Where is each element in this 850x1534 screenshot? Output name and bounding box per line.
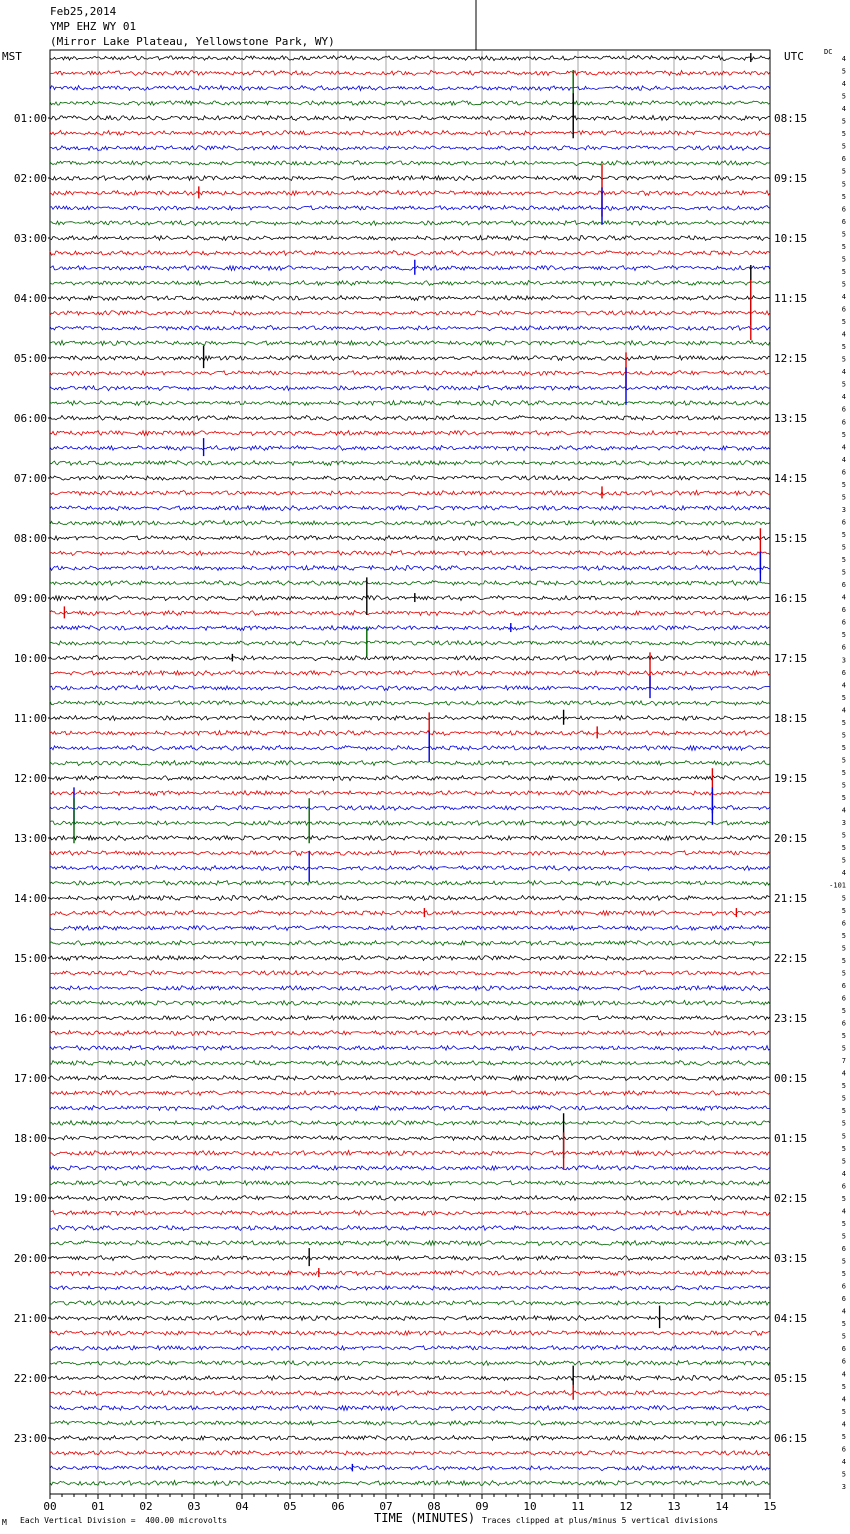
scale-value-label: 4	[841, 1420, 846, 1429]
scale-value-label: 6	[841, 1445, 846, 1454]
scale-value-label: 5	[841, 280, 846, 289]
right-hour-label: 16:15	[774, 592, 808, 605]
seismic-trace	[50, 1031, 770, 1036]
seismic-trace	[50, 1376, 770, 1381]
seismic-trace	[50, 520, 770, 525]
scale-value-label: 5	[841, 769, 846, 777]
scale-value-label: 4	[841, 368, 846, 377]
scale-value-label: 5	[841, 67, 846, 76]
right-hour-label: 15:15	[774, 532, 808, 545]
seismic-trace	[50, 791, 770, 796]
seismic-trace	[50, 281, 770, 286]
seismic-trace	[50, 850, 770, 855]
footer-clip-note: Traces clipped at plus/minus 5 vertical divisions	[482, 1516, 719, 1525]
scale-value-label: 5	[841, 1257, 846, 1266]
seismic-trace	[50, 566, 770, 571]
seismic-trace	[50, 1316, 770, 1321]
scale-value-label: 5	[841, 1382, 846, 1391]
scale-value-label: 4	[841, 1069, 846, 1078]
right-hour-label: 19:15	[774, 772, 808, 785]
right-hour-label: 03:15	[774, 1252, 808, 1265]
seismic-trace	[50, 476, 770, 481]
left-hour-label: 05:00	[13, 352, 47, 365]
left-hour-label: 17:00	[13, 1072, 47, 1085]
scale-value-label: 6	[841, 1282, 846, 1291]
scale-value-label: 6	[841, 1357, 846, 1366]
scale-value-label: 5	[841, 756, 846, 765]
right-hour-label: 04:15	[774, 1312, 808, 1325]
x-tick-label: 00	[43, 1500, 57, 1513]
right-hour-label: 10:15	[774, 232, 808, 245]
scale-value-label: 5	[841, 1270, 846, 1279]
seismic-trace	[50, 1181, 770, 1186]
seismic-trace	[50, 1256, 770, 1261]
scale-value-label: 4	[841, 1169, 846, 1178]
seismic-trace	[50, 146, 770, 151]
dc-label: DC	[824, 48, 833, 56]
right-hour-label: 17:15	[774, 652, 808, 665]
scale-value-label: 6	[841, 981, 846, 990]
scale-value-label: 5	[841, 781, 846, 790]
scale-value-label: 5	[841, 430, 846, 439]
left-hour-label: 08:00	[13, 532, 47, 545]
scale-value-label: 6	[841, 418, 846, 427]
scale-value-label: 6	[841, 1019, 846, 1028]
right-hour-label: 12:15	[774, 352, 808, 365]
scale-value-label: 5	[841, 1219, 846, 1228]
scale-value-label: 6	[841, 217, 846, 226]
left-hour-label: 19:00	[13, 1192, 47, 1205]
seismic-trace	[50, 461, 770, 466]
seismic-trace	[50, 1046, 770, 1051]
seismic-trace	[50, 371, 770, 376]
scale-value-label: 6	[841, 1295, 846, 1304]
x-tick-label: 02	[139, 1500, 153, 1513]
seismic-trace	[50, 1301, 770, 1306]
scale-value-label: 5	[841, 1232, 846, 1241]
seismic-trace	[50, 910, 770, 915]
scale-value-label: 3	[841, 505, 846, 514]
right-hour-label: 06:15	[774, 1432, 808, 1445]
seismic-trace	[50, 716, 770, 721]
scale-value-label: 5	[841, 267, 846, 276]
scale-value-label: 6	[841, 994, 846, 1003]
scale-value-label: 5	[841, 1032, 846, 1041]
scale-value-label: 4	[841, 293, 846, 301]
scale-value-label: 5	[841, 1332, 846, 1341]
seismic-trace	[50, 761, 770, 766]
scale-value-label: 5	[841, 731, 846, 740]
x-tick-label: 04	[235, 1500, 249, 1513]
seismic-trace	[50, 311, 770, 316]
seismic-trace	[50, 806, 770, 811]
seismic-trace	[50, 1121, 770, 1126]
scale-value-label: 5	[841, 493, 846, 502]
seismic-trace	[50, 1091, 770, 1096]
right-hour-label: 14:15	[774, 472, 808, 485]
seismic-trace	[50, 1165, 770, 1170]
scale-value-label: 4	[841, 806, 846, 815]
seismic-trace	[50, 1241, 770, 1246]
scale-value-label: 5	[841, 1194, 846, 1203]
seismic-trace	[50, 580, 770, 585]
seismic-trace	[50, 386, 770, 391]
scale-value-label: 4	[841, 1307, 846, 1316]
seismic-trace	[50, 1406, 770, 1411]
scale-value-label: 5	[841, 931, 846, 940]
left-hour-label: 14:00	[13, 892, 47, 905]
seismic-trace	[50, 116, 770, 121]
scale-value-label: 6	[841, 919, 846, 928]
scale-value-label: 5	[841, 831, 846, 840]
seismic-trace	[50, 611, 770, 616]
seismic-trace	[50, 1075, 770, 1080]
seismic-trace	[50, 1451, 770, 1456]
left-hour-label: 22:00	[13, 1372, 47, 1385]
seismic-trace	[50, 821, 770, 826]
left-hour-label: 21:00	[13, 1312, 47, 1325]
scale-value-label: 6	[841, 1182, 846, 1191]
scale-value-label: 5	[841, 167, 846, 176]
x-tick-label: 09	[475, 1500, 489, 1513]
scale-value-label: 5	[841, 1320, 846, 1329]
right-hour-label: 11:15	[774, 292, 808, 305]
seismic-trace	[50, 971, 770, 976]
seismic-trace	[50, 1330, 770, 1335]
seismic-trace	[50, 701, 770, 706]
left-hour-label: 10:00	[13, 652, 47, 665]
scale-value-label: 5	[841, 969, 846, 978]
scale-value-label: 5	[841, 531, 846, 539]
scale-value-label: 6	[841, 581, 846, 590]
seismic-trace	[50, 656, 770, 661]
scale-value-label: 3	[841, 656, 846, 665]
scale-value-label: 5	[841, 380, 846, 389]
left-hour-label: 13:00	[13, 832, 47, 845]
left-hour-label: 20:00	[13, 1252, 47, 1265]
x-tick-label: 14	[715, 1500, 729, 1513]
seismic-trace	[50, 70, 770, 75]
chart-date: Feb25,2014	[50, 5, 117, 18]
seismic-trace	[50, 866, 770, 871]
right-hour-label: 00:15	[774, 1072, 808, 1085]
seismic-trace	[50, 1106, 770, 1111]
scale-value-label: 5	[841, 318, 846, 327]
left-hour-label: 09:00	[13, 592, 47, 605]
scale-value-label: -101	[829, 881, 846, 890]
scale-value-label: 5	[841, 1044, 846, 1053]
scale-value-label: 6	[841, 518, 846, 527]
seismic-trace	[50, 190, 770, 195]
seismic-trace	[50, 941, 770, 946]
scale-value-label: 5	[841, 631, 846, 640]
seismic-trace	[50, 896, 770, 901]
scale-value-label: 4	[841, 1207, 846, 1216]
seismic-trace	[50, 161, 770, 166]
scale-value-label: 5	[841, 568, 846, 577]
scale-value-label: 5	[841, 92, 846, 101]
scale-value-label: 5	[841, 1470, 846, 1479]
seismic-trace	[50, 250, 770, 255]
scale-value-label: 5	[841, 1132, 846, 1141]
seismic-trace	[50, 1196, 770, 1201]
right-hour-label: 18:15	[774, 712, 808, 725]
scale-value-label: 4	[841, 1457, 846, 1466]
x-tick-label: 08	[427, 1500, 441, 1513]
seismic-trace	[50, 731, 770, 736]
seismic-trace	[50, 431, 770, 436]
scale-value-label: 5	[841, 343, 846, 352]
scale-value-label: 7	[841, 1057, 846, 1066]
scale-value-label: 6	[841, 405, 846, 414]
scale-value-label: 4	[841, 706, 846, 715]
seismic-trace	[50, 1136, 770, 1141]
scale-value-label: 6	[841, 668, 846, 677]
scale-value-label: 5	[841, 180, 846, 189]
right-hour-label: 05:15	[774, 1372, 808, 1385]
x-tick-label: 05	[283, 1500, 297, 1513]
right-timezone-label: UTC	[784, 50, 804, 63]
seismic-trace	[50, 551, 770, 556]
scale-value-label: 6	[841, 155, 846, 164]
seismic-trace	[50, 401, 770, 406]
scale-value-label: 4	[841, 443, 846, 452]
scale-value-label: 4	[841, 330, 846, 339]
scale-value-label: 4	[841, 869, 846, 878]
seismic-trace	[50, 881, 770, 886]
scale-value-label: 6	[841, 618, 846, 627]
x-tick-label: 11	[571, 1500, 585, 1513]
scale-value-label: 6	[841, 606, 846, 615]
scale-value-label: 5	[841, 1144, 846, 1153]
seismic-trace	[50, 926, 770, 931]
seismic-trace	[50, 1466, 770, 1471]
scale-value-label: 6	[841, 1345, 846, 1354]
seismic-trace	[50, 355, 770, 360]
left-hour-label: 04:00	[13, 292, 47, 305]
seismic-trace	[50, 56, 770, 61]
scale-value-label: 4	[841, 1370, 846, 1379]
scale-value-label: 5	[841, 956, 846, 965]
scale-value-label: 4	[841, 393, 846, 402]
left-hour-label: 06:00	[13, 412, 47, 425]
scale-value-label: 4	[841, 55, 846, 63]
scale-value-label: 5	[841, 1007, 846, 1015]
scale-value-label: 5	[841, 192, 846, 201]
chart-location: (Mirror Lake Plateau, Yellowstone Park, WY)	[50, 35, 335, 48]
right-hour-label: 23:15	[774, 1012, 808, 1025]
seismic-trace	[50, 536, 770, 541]
seismic-trace	[50, 1481, 770, 1486]
chart-station: YMP EHZ WY 01	[50, 20, 137, 33]
corner-mark: M	[2, 1518, 7, 1527]
scale-value-label: 3	[841, 1483, 846, 1491]
x-tick-label: 07	[379, 1500, 393, 1513]
scale-value-label: 5	[841, 142, 846, 151]
left-hour-label: 03:00	[13, 232, 47, 245]
seismic-trace	[50, 1000, 770, 1005]
seismic-trace	[50, 1286, 770, 1291]
scale-value-label: 5	[841, 1432, 846, 1441]
scale-value-label: 5	[841, 255, 846, 264]
seismic-trace	[50, 266, 770, 271]
right-hour-label: 01:15	[774, 1132, 808, 1145]
scale-value-label: 5	[841, 117, 846, 126]
scale-value-label: 5	[841, 556, 846, 565]
left-hour-label: 18:00	[13, 1132, 47, 1145]
seismic-trace	[50, 956, 770, 961]
seismic-trace	[50, 776, 770, 781]
scale-value-label: 4	[841, 80, 846, 89]
seismic-trace	[50, 1211, 770, 1216]
scale-value-label: 4	[841, 1395, 846, 1404]
left-hour-label: 16:00	[13, 1012, 47, 1025]
right-hour-label: 02:15	[774, 1192, 808, 1205]
scale-value-label: 6	[841, 468, 846, 477]
x-tick-label: 10	[523, 1500, 537, 1513]
right-hour-label: 20:15	[774, 832, 808, 845]
seismic-trace	[50, 1390, 770, 1395]
left-timezone-label: MST	[2, 50, 22, 63]
x-tick-label: 01	[91, 1500, 105, 1513]
scale-value-label: 6	[841, 1245, 846, 1253]
seismic-trace	[50, 341, 770, 346]
seismic-trace	[50, 1061, 770, 1066]
scale-value-label: 6	[841, 305, 846, 314]
left-hour-label: 15:00	[13, 952, 47, 965]
scale-value-label: 5	[841, 894, 846, 903]
right-hour-label: 08:15	[774, 112, 808, 125]
scale-value-label: 4	[841, 681, 846, 690]
seismic-trace	[50, 1225, 770, 1230]
scale-value-label: 5	[841, 230, 846, 239]
scale-value-label: 5	[841, 718, 846, 727]
scale-value-label: 5	[841, 1094, 846, 1103]
scale-value-label: 5	[841, 355, 846, 364]
seismic-trace	[50, 206, 770, 211]
scale-value-label: 5	[841, 743, 846, 752]
x-tick-label: 03	[187, 1500, 201, 1513]
scale-value-label: 5	[841, 480, 846, 489]
scale-value-label: 5	[841, 844, 846, 853]
left-hour-label: 11:00	[13, 712, 47, 725]
x-tick-label: 13	[667, 1500, 681, 1513]
scale-value-label: 5	[841, 794, 846, 803]
scale-value-label: 5	[841, 1107, 846, 1116]
seismic-trace	[50, 221, 770, 226]
scale-value-label: 5	[841, 856, 846, 865]
scale-value-label: 5	[841, 1119, 846, 1128]
scale-value-label: 4	[841, 455, 846, 464]
scale-value-label: 5	[841, 543, 846, 552]
scale-value-label: 5	[841, 242, 846, 251]
right-hour-label: 21:15	[774, 892, 808, 905]
seismic-trace	[50, 1151, 770, 1156]
seismic-trace	[50, 626, 770, 631]
seismic-trace	[50, 1016, 770, 1021]
x-axis-title: TIME (MINUTES)	[374, 1511, 476, 1525]
left-hour-label: 01:00	[13, 112, 47, 125]
seismic-trace	[50, 176, 770, 181]
seismic-trace	[50, 1346, 770, 1351]
seismic-trace	[50, 596, 770, 601]
seismic-trace	[50, 685, 770, 690]
left-hour-label: 23:00	[13, 1432, 47, 1445]
seismic-trace	[50, 1421, 770, 1426]
x-tick-label: 12	[619, 1500, 633, 1513]
seismic-trace	[50, 236, 770, 241]
scale-value-label: 5	[841, 130, 846, 139]
seismic-trace	[50, 101, 770, 106]
seismic-trace	[50, 641, 770, 646]
footer-vertical-division: Each Vertical Division = 400.00 microvolts	[20, 1516, 228, 1525]
right-hour-label: 22:15	[774, 952, 808, 965]
scale-value-label: 5	[841, 693, 846, 702]
seismic-trace	[50, 415, 770, 420]
seismic-trace	[50, 491, 770, 496]
left-hour-label: 02:00	[13, 172, 47, 185]
scale-value-label: 5	[841, 906, 846, 915]
scale-value-label: 5	[841, 944, 846, 953]
left-hour-label: 07:00	[13, 472, 47, 485]
scale-value-label: 5	[841, 1407, 846, 1416]
seismic-trace	[50, 1271, 770, 1276]
seismic-trace	[50, 506, 770, 511]
x-tick-label: 15	[763, 1500, 777, 1513]
scale-value-label: 4	[841, 105, 846, 114]
scale-value-label: 6	[841, 205, 846, 214]
seismic-trace	[50, 326, 770, 331]
scale-value-label: 3	[841, 819, 846, 828]
scale-value-label: 6	[841, 643, 846, 652]
seismic-trace	[50, 1361, 770, 1366]
scale-value-label: 5	[841, 1082, 846, 1091]
scale-value-label: 5	[841, 1157, 846, 1166]
scale-value-label: 4	[841, 593, 846, 602]
right-hour-label: 09:15	[774, 172, 808, 185]
right-hour-label: 13:15	[774, 412, 808, 425]
seismic-trace	[50, 86, 770, 91]
seismic-trace	[50, 986, 770, 991]
x-tick-label: 06	[331, 1500, 345, 1513]
seismic-trace	[50, 1436, 770, 1441]
seismic-trace	[50, 131, 770, 136]
seismic-trace	[50, 671, 770, 676]
seismic-trace	[50, 745, 770, 750]
seismic-trace	[50, 296, 770, 301]
seismic-trace	[50, 836, 770, 841]
left-hour-label: 12:00	[13, 772, 47, 785]
seismic-trace	[50, 446, 770, 451]
